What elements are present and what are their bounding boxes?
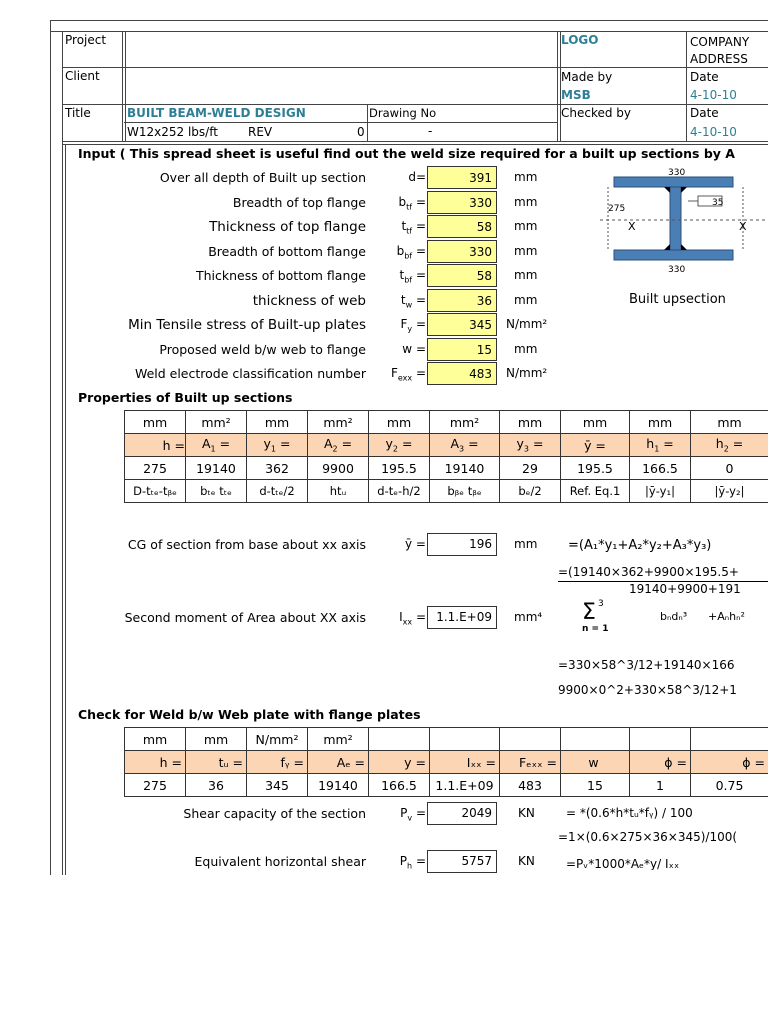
value-cell: 36 — [186, 774, 247, 797]
figure-caption: Built upsection — [629, 292, 726, 307]
weld-table — [124, 727, 768, 797]
value-cell: 362 — [247, 457, 308, 480]
unit-cell — [500, 728, 561, 751]
made-by-label: Made by — [561, 70, 613, 84]
client-label: Client — [65, 69, 100, 83]
formula-cell: htᵤ — [308, 480, 369, 503]
value-cell: 1 — [630, 774, 691, 797]
formulas-row — [125, 480, 768, 503]
unit-cell: mm² — [308, 411, 369, 434]
input-value-field[interactable]: 330 — [427, 191, 497, 214]
input-label: Min Tensile stress of Built-up plates — [128, 317, 366, 333]
input-label: Weld electrode classification number — [134, 366, 366, 381]
symbols-row — [125, 434, 768, 457]
input-value-field[interactable]: 58 — [427, 215, 497, 238]
input-symbol: $t_w$ = — [400, 292, 426, 309]
properties-heading: Properties of Built up sections — [78, 390, 293, 405]
rev-value: 0 — [357, 125, 365, 139]
checked-by-label: Checked by — [561, 106, 632, 120]
date-value: 4-10-10 — [690, 88, 737, 102]
unit-cell: mm — [369, 411, 430, 434]
value-cell: 19140 — [430, 457, 500, 480]
cg-symbol: ȳ = — [405, 537, 426, 551]
formula-cell: |ȳ-y₂| — [691, 480, 768, 503]
input-unit: mm — [514, 243, 538, 258]
input-value-field[interactable]: 36 — [427, 289, 497, 312]
input-value-field[interactable]: 58 — [427, 264, 497, 287]
input-symbol: d= — [408, 170, 426, 184]
symbol-cell: $y_3$ = — [500, 434, 561, 457]
input-symbol: $b_{tf}$ = — [398, 194, 426, 211]
input-unit: mm — [514, 268, 538, 282]
symbol-cell: Iₓₓ = — [430, 751, 500, 774]
date2-value: 4-10-10 — [690, 125, 737, 139]
input-value-field[interactable]: 391 — [427, 166, 497, 189]
moment-term1: bₙdₙ³ — [660, 610, 688, 623]
cg-formula-numerator: =(19140×362+9900×195.5+ — [558, 565, 739, 579]
title-value: BUILT BEAM-WELD DESIGN — [127, 106, 306, 120]
input-label: Proposed weld b/w web to flange — [159, 341, 366, 357]
units-row — [125, 411, 768, 434]
input-label: Over all depth of Built up section — [159, 170, 366, 185]
value-cell: 483 — [500, 774, 561, 797]
horizontal-shear-formula: =Pᵥ*1000*Aₑ*y/ Iₓₓ — [566, 857, 680, 870]
input-symbol: $t_{tf}$ = — [401, 219, 426, 236]
unit-cell: mm² — [430, 411, 500, 434]
moment-symbol: $I_{xx}$ = — [399, 610, 426, 627]
value-cell: 9900 — [308, 457, 369, 480]
value-cell: 166.5 — [369, 774, 430, 797]
formula-cell: bₜₑ tₜₑ — [186, 480, 247, 503]
horizontal-shear-value: 5757 — [427, 850, 497, 873]
input-unit: mm — [514, 219, 538, 233]
horizontal-shear-symbol: $P_h$ = — [399, 854, 426, 871]
sigma-upper: 3 — [598, 599, 604, 609]
horizontal-shear-label: Equivalent horizontal shear — [194, 854, 366, 869]
input-label: thickness of web — [252, 292, 366, 309]
symbol-cell: Fₑₓₓ = — [500, 751, 561, 774]
title-label: Title — [65, 106, 91, 120]
formula-cell: |ȳ-y₁| — [630, 480, 691, 503]
rev-label: REV — [248, 125, 273, 139]
cg-value: 196 — [427, 533, 497, 556]
shear-unit: KN — [518, 806, 535, 820]
moment-label: Second moment of Area about XX axis — [124, 610, 366, 625]
horizontal-shear-unit: KN — [518, 854, 535, 868]
properties-table — [124, 410, 768, 503]
unit-cell: mm — [186, 728, 247, 751]
axis-x-left: X — [628, 220, 636, 233]
formula-cell: Ref. Eq.1 — [561, 480, 630, 503]
moment-unit: mm⁴ — [514, 610, 543, 624]
weld-symbols-row — [125, 751, 768, 774]
cg-formula: =(A₁*y₁+A₂*y₂+A₃*y₃) — [568, 538, 712, 553]
cg-label: CG of section from base about xx axis — [127, 537, 366, 552]
drawing-no-label: Drawing No — [369, 106, 437, 120]
logo: LOGO — [561, 33, 599, 47]
symbol-cell: ȳ = — [561, 434, 630, 457]
value-cell: 29 — [500, 457, 561, 480]
weld-heading: Check for Weld b/w Web plate with flange plates — [78, 707, 421, 722]
input-label: Breadth of top flange — [232, 194, 366, 210]
symbol-cell: ϕ = — [691, 751, 768, 774]
input-symbol: $F_y$ = — [400, 317, 426, 334]
unit-cell — [630, 728, 691, 751]
input-label: Thickness of bottom flange — [195, 268, 366, 283]
symbol-cell: $A_1$ = — [186, 434, 247, 457]
formula-cell: d-tₜₑ/2 — [247, 480, 308, 503]
value-cell: 19140 — [186, 457, 247, 480]
unit-cell — [561, 728, 630, 751]
formula-cell: D-tₜₑ-tᵦₑ — [125, 480, 186, 503]
value-cell: 15 — [561, 774, 630, 797]
shear-formula: = *(0.6*h*tᵤ*fᵧ) / 100 — [566, 806, 693, 820]
unit-cell — [430, 728, 500, 751]
section-designation: W12x252 lbs/ft — [127, 125, 218, 139]
symbol-cell: y = — [369, 751, 430, 774]
shear-symbol: $P_v$ = — [400, 806, 426, 823]
input-unit: mm — [514, 170, 538, 184]
unit-cell: N/mm² — [247, 728, 308, 751]
symbol-cell: $y_1$ = — [247, 434, 308, 457]
moment-formula-line2: 9900×0^2+330×58^3/12+1 — [558, 683, 737, 697]
symbol-cell: $h_2$ = — [691, 434, 768, 457]
moment-value: 1.1.E+09 — [427, 606, 497, 629]
input-value-field[interactable]: 330 — [427, 240, 497, 263]
weld-units-row — [125, 728, 768, 751]
input-label: Thickness of top flange — [209, 219, 366, 235]
made-by-value: MSB — [561, 88, 591, 102]
input-value-field[interactable]: 345 — [427, 313, 497, 336]
input-unit: mm — [514, 194, 538, 209]
unit-cell — [369, 728, 430, 751]
symbol-cell: w — [561, 751, 630, 774]
symbol-cell: $A_3$ = — [430, 434, 500, 457]
unit-cell — [691, 728, 768, 751]
company-name: COMPANY — [690, 35, 750, 49]
values-row — [125, 457, 768, 480]
value-cell: 1.1.E+09 — [430, 774, 500, 797]
input-unit: N/mm² — [506, 317, 548, 331]
unit-cell: mm² — [308, 728, 369, 751]
unit-cell: mm — [125, 411, 186, 434]
unit-cell: mm — [691, 411, 768, 434]
value-cell: 195.5 — [561, 457, 630, 480]
input-unit: mm — [514, 292, 538, 307]
weld-values-row — [125, 774, 768, 797]
height-dim: 275 — [608, 204, 626, 214]
moment-formula-line1: =330×58^3/12+19140×166 — [558, 658, 735, 672]
axis-x-right: X — [739, 220, 747, 233]
input-symbol: $t_{bf}$ = — [399, 268, 426, 285]
shear-formula-calc: =1×(0.6×275×36×345)/100( — [558, 830, 738, 844]
input-unit: mm — [514, 341, 538, 356]
input-symbol: $b_{bf}$ = — [396, 243, 426, 260]
input-value-field[interactable]: 483 — [427, 362, 497, 385]
input-symbol: $F_{exx}$ = — [390, 366, 426, 383]
symbol-cell: $A_2$ = — [308, 434, 369, 457]
symbol-cell: $h_1$ = — [630, 434, 691, 457]
drawing-no-value: - — [428, 124, 433, 138]
unit-cell: mm — [630, 411, 691, 434]
input-heading: Input ( This spread sheet is useful find out the weld size required for a built up sections by A — [78, 146, 735, 161]
input-symbol: w = — [402, 341, 426, 356]
input-value-field[interactable]: 15 — [427, 338, 497, 361]
unit-cell: mm² — [186, 411, 247, 434]
sigma-icon: Σ — [582, 600, 596, 625]
unit-cell: mm — [561, 411, 630, 434]
value-cell: 0 — [691, 457, 768, 480]
cg-unit: mm — [514, 537, 538, 551]
value-cell: 275 — [125, 774, 186, 797]
symbol-cell: h = — [125, 434, 186, 457]
shear-label: Shear capacity of the section — [183, 806, 366, 821]
cg-formula-denominator: 19140+9900+191 — [629, 582, 741, 596]
weld-dim: 35 — [712, 198, 724, 208]
formula-cell: d-tₑ-h/2 — [369, 480, 430, 503]
input-label: Breadth of bottom flange — [208, 243, 366, 259]
sigma-lower: n = 1 — [582, 624, 609, 634]
symbol-cell: Aₑ = — [308, 751, 369, 774]
bottom-flange-dim: 330 — [668, 265, 686, 275]
value-cell: 345 — [247, 774, 308, 797]
unit-cell: mm — [500, 411, 561, 434]
input-unit: N/mm² — [506, 366, 548, 380]
symbol-cell: h = — [125, 751, 186, 774]
date-label: Date — [690, 70, 719, 84]
project-label: Project — [65, 33, 107, 47]
symbol-cell: $y_2$ = — [369, 434, 430, 457]
date2-label: Date — [690, 106, 719, 120]
moment-term2: +Aₙhₙ² — [708, 610, 745, 623]
symbol-cell: ϕ = — [630, 751, 691, 774]
i-section-figure — [600, 166, 768, 290]
symbol-cell: fᵧ = — [247, 751, 308, 774]
unit-cell: mm — [125, 728, 186, 751]
value-cell: 275 — [125, 457, 186, 480]
unit-cell: mm — [247, 411, 308, 434]
value-cell: 0.75 — [691, 774, 768, 797]
formula-cell: bᵦₑ tᵦₑ — [430, 480, 500, 503]
value-cell: 19140 — [308, 774, 369, 797]
company-address: ADDRESS — [690, 52, 748, 66]
value-cell: 195.5 — [369, 457, 430, 480]
symbol-cell: tᵤ = — [186, 751, 247, 774]
value-cell: 166.5 — [630, 457, 691, 480]
shear-value: 2049 — [427, 802, 497, 825]
top-flange-dim: 330 — [668, 168, 686, 178]
formula-cell: bₑ/2 — [500, 480, 561, 503]
